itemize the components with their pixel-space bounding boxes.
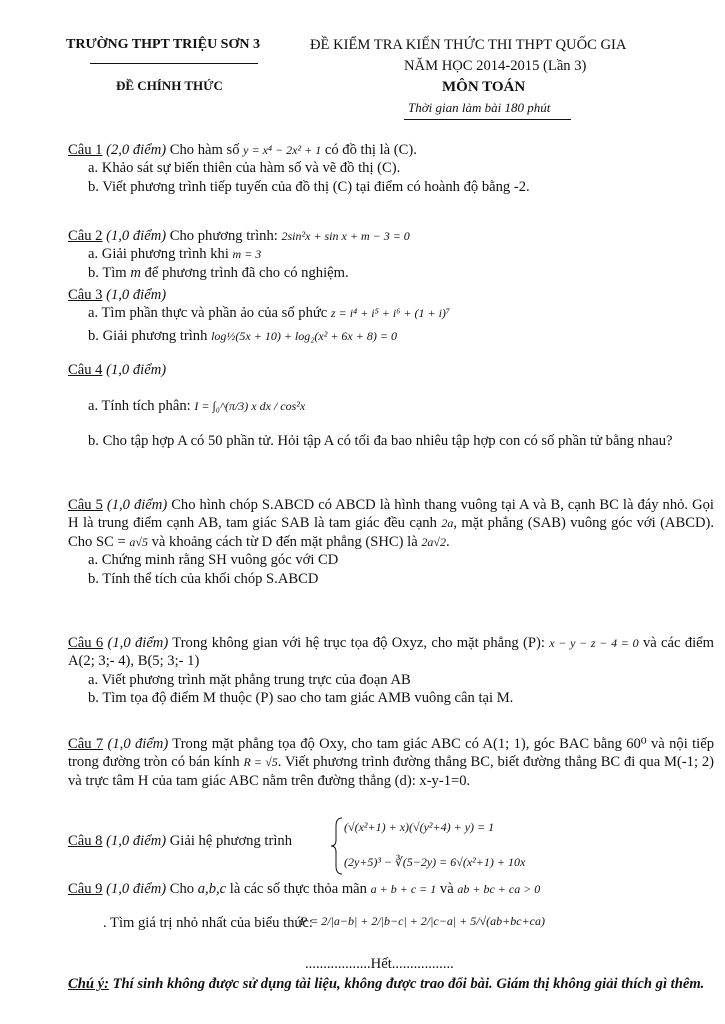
q1-points: (2,0 điểm) bbox=[106, 142, 167, 158]
q6-points: (1,0 điểm) bbox=[107, 635, 169, 651]
q4-part-b: b. Cho tập hợp A có 50 phần tử. Hỏi tập A có tối đa bao nhiêu tập hợp con có số phần tử bằng nhau? bbox=[88, 432, 673, 449]
q5-part-a: a. Chứng minh rằng SH vuông góc với CD bbox=[88, 552, 339, 569]
exam-title: ĐỀ KIỂM TRA KIẾN THỨC THI THPT QUỐC GIA bbox=[310, 37, 627, 53]
q1-intro-end: có đồ thị là (C). bbox=[324, 142, 417, 158]
q9-points: (1,0 điểm) bbox=[106, 881, 167, 897]
q8-points: (1,0 điểm) bbox=[106, 833, 167, 849]
q9-text-4: . Tìm giá trị nhỏ nhất của biểu thức: bbox=[103, 915, 313, 931]
q2-part-b-var: m bbox=[130, 264, 141, 281]
footer-note bbox=[68, 975, 714, 993]
q7-label: Câu 7 bbox=[68, 736, 104, 752]
q6-part-b: b. Tìm tọa độ điểm M thuộc (P) sao cho tam giác AMB vuông cân tại M. bbox=[88, 690, 514, 707]
subject-title: MÔN TOÁN bbox=[442, 79, 526, 95]
q9-vars: a,b,c bbox=[197, 881, 227, 897]
q5-formula-3: 2a√2 bbox=[421, 534, 446, 549]
q1-formula: y = x⁴ − 2x² + 1 bbox=[243, 143, 322, 157]
q7-points: (1,0 điểm) bbox=[107, 736, 169, 752]
q4-points: (1,0 điểm) bbox=[106, 362, 167, 378]
end-marker: ..................Hết................. bbox=[305, 956, 454, 972]
q2-formula: 2sin²x + sin x + m − 3 = 0 bbox=[281, 229, 410, 243]
question-7 bbox=[68, 735, 714, 790]
header-rule bbox=[90, 63, 258, 64]
question-1 bbox=[68, 141, 714, 196]
school-name: TRƯỜNG THPT TRIỆU SƠN 3 bbox=[66, 37, 260, 52]
question-3 bbox=[68, 286, 714, 345]
footer-note-text: Thí sinh không được sử dụng tài liệu, không được trao đổi bài. Giám thị không giải thích gì thêm. bbox=[112, 976, 705, 992]
question-8 bbox=[68, 832, 292, 850]
question-5 bbox=[68, 496, 714, 588]
question-4 bbox=[68, 361, 714, 450]
q1-label: Câu 1 bbox=[68, 142, 103, 158]
question-6 bbox=[68, 634, 714, 708]
duration-rule bbox=[404, 119, 571, 120]
q5-points: (1,0 điểm) bbox=[106, 497, 168, 513]
question-2 bbox=[68, 227, 714, 282]
q8-equation-2: (2y+5)³ − ∛(5−2y) = 6√(x²+1) + 10x bbox=[344, 855, 526, 869]
q5-text-3: và khoảng cách từ D đến mặt phẳng (SHC) là bbox=[151, 533, 418, 550]
q2-part-a-formula: m = 3 bbox=[232, 247, 262, 262]
q9-text-2: là các số thực thỏa mãn bbox=[229, 881, 367, 897]
q7-text-1: Trong mặt phẳng tọa độ Oxy, cho tam giác ABC có A(1; 1), góc BAC bằng 60⁰ và nội tiếp trong đường tròn có bán kính bbox=[68, 736, 714, 771]
q5-text-1: Cho hình chóp S.ABCD có ABCD là hình thang vuông tại A và B, cạnh BC là đáy nhỏ. Gọi H là trung điểm cạnh AB, tam giác SAB là tam giác đều cạnh bbox=[68, 497, 714, 532]
q1-intro: Cho hàm số bbox=[169, 142, 240, 158]
q1-part-a: a. Khảo sát sự biến thiên của hàm số và vẽ đồ thị (C). bbox=[88, 160, 401, 177]
q8-equation-1: (√(x²+1) + x)(√(y²+4) + y) = 1 bbox=[344, 820, 495, 834]
q2-intro: Cho phương trình: bbox=[169, 228, 278, 244]
q3-points: (1,0 điểm) bbox=[106, 287, 167, 303]
system-brace-icon bbox=[330, 816, 344, 876]
q9-text-3: và bbox=[439, 881, 454, 897]
q9-label: Câu 9 bbox=[68, 881, 103, 897]
q6-text-1: Trong không gian với hệ trục tọa độ Oxyz, cho mặt phẳng (P): bbox=[172, 635, 545, 651]
q9-condition-1: a + b + c = 1 bbox=[370, 882, 437, 896]
q3-part-a: a. Tìm phần thực và phần ảo của số phức bbox=[88, 305, 328, 322]
exam-duration: Thời gian làm bài 180 phút bbox=[408, 100, 551, 115]
q3-label: Câu 3 bbox=[68, 287, 103, 303]
q5-label: Câu 5 bbox=[68, 497, 103, 513]
q7-formula-1: R = √5 bbox=[243, 755, 278, 770]
q9-condition-2: ab + bc + ca > 0 bbox=[457, 882, 541, 896]
q6-part-a: a. Viết phương trình mặt phẳng trung trực của đoạn AB bbox=[88, 671, 411, 688]
q6-label: Câu 6 bbox=[68, 635, 104, 651]
q2-part-a: a. Giải phương trình khi bbox=[88, 246, 229, 263]
question-9 bbox=[68, 880, 540, 898]
q4-label: Câu 4 bbox=[68, 362, 103, 378]
q2-label: Câu 2 bbox=[68, 228, 103, 244]
q3-part-b-formula: log½(5x + 10) + log₂(x² + 6x + 8) = 0 bbox=[211, 328, 397, 343]
footer-note-label: Chú ý: bbox=[68, 976, 109, 992]
q8-label: Câu 8 bbox=[68, 833, 103, 849]
q9-text-1: Cho bbox=[169, 881, 195, 897]
q3-part-b: b. Giải phương trình bbox=[88, 327, 208, 344]
q7-text-2: . Viết phương trình đường thẳng BC, biết đường thẳng BC đi qua M(-1; 2) và trực tâm H của tam giác ABC nằm trên đường thẳng (d): x-y-1=0. bbox=[68, 754, 714, 789]
q5-text-2: , mặt phẳng (SAB) vuông góc với (ABCD). Cho SC = bbox=[68, 515, 714, 550]
q5-formula-1: 2a bbox=[441, 516, 454, 531]
q6-formula-1: x − y − z − 4 = 0 bbox=[549, 636, 639, 650]
q2-part-b-post: để phương trình đã cho có nghiệm. bbox=[144, 264, 349, 281]
q5-formula-2: a√5 bbox=[129, 534, 148, 549]
q8-intro: Giải hệ phương trình bbox=[169, 833, 292, 849]
q3-part-a-formula: z = i⁴ + i⁵ + i⁶ + (1 + i)⁷ bbox=[330, 306, 451, 321]
exam-year: NĂM HỌC 2014-2015 (Lần 3) bbox=[404, 58, 587, 74]
q5-text-4: . bbox=[445, 533, 450, 550]
q6-text-2: và các điểm A(2; 3;- 4), B(5; 3;- 1) bbox=[68, 635, 715, 670]
q4-part-a: a. Tính tích phân: bbox=[88, 398, 191, 415]
exam-status: ĐỀ CHÍNH THỨC bbox=[116, 78, 223, 93]
q4-part-a-formula: I = ∫₀^(π/3) x dx / cos²x bbox=[194, 399, 306, 414]
q2-part-b-pre: b. Tìm bbox=[88, 264, 127, 281]
q2-points: (1,0 điểm) bbox=[106, 228, 167, 244]
q9-formula: P = 2/|a−b| + 2/|b−c| + 2/|c−a| + 5/√(ab+bc+ca) bbox=[300, 914, 546, 928]
q1-part-b: b. Viết phương trình tiếp tuyến của đồ thị (C) tại điểm có hoành độ bằng -2. bbox=[88, 178, 530, 195]
q5-part-b: b. Tính thể tích của khối chóp S.ABCD bbox=[88, 570, 319, 587]
